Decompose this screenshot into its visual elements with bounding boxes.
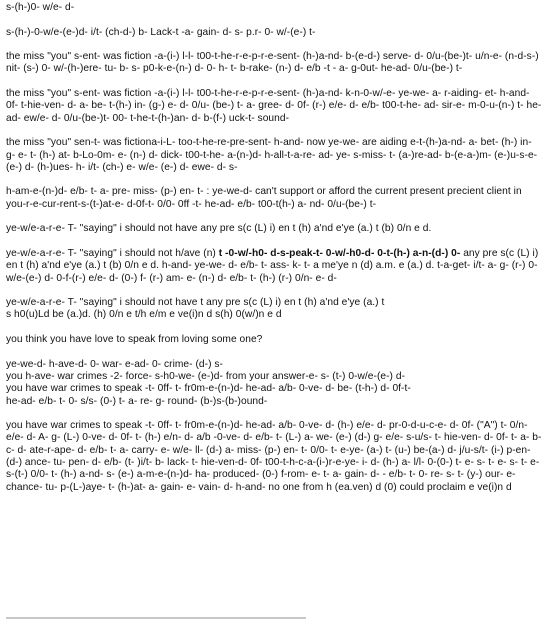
paragraph-6: h-am-e-(n-)d- e/b- t- a- pre- miss- (p-) en- t- : ye-we-d- can't support or afford the current present precient client in you-r-e-cur-rent-s-(t-)at-e- d-0f-t- 0/0- 0ff -t- he-ad- e/b- t00-t(h-) a- nd- 0/u-(be-) t-: [6, 186, 522, 210]
paragraph-10: you think you have love to speak from loving some one?: [6, 334, 263, 346]
paragraph-1: s-(h-)0- w/e- d-: [6, 2, 75, 13]
paragraph-8: [6, 248, 543, 285]
paragraph-11-line-2: you h-ave- war crimes -2- force- s-h0-we- (e-)d- from your answer-e- s- (t-) 0-w/e-(e-) d-: [6, 370, 406, 382]
paragraph-2: s-(h-)-0-w/e-(e-)d- i/t- (ch-d-) b- Lack-t -a- gain- d- s- p.r- 0- w/-(e-) t-: [6, 26, 316, 38]
paragraph-11-line-3: you have war crimes to speak -t- 0ff- t- fr0m-e-(n-)d- he-ad- a/b- 0-ve- d- be- (t-h-) d- 0f-t-: [6, 383, 411, 395]
paragraph-3: the miss "you" s-ent- was fiction -a-(i-) l-l- t00-t-he-r-e-p-r-e-sent- (h-)a-nd- b-(e-d-) serve- d- 0/u-(be-)t- u/n-e- (n-d-s-) nit- (s-) 0- w/-(h-)ere- tu- b- s- p0-k-e-(n-) d- 0- h- t- b-rake- (n-) d- e/b -t - a- g-0ut- he-ad- 0/u-(be-) t-: [6, 51, 539, 75]
paragraph-8-start: ye-w/e-a-r-e- T- "saying" i should not h/ave (n): [6, 247, 219, 259]
paragraph-9: [6, 297, 543, 322]
paragraph-4: the miss "you" s-ent- was fiction -a-(i-) l-l- t00-t-he-r-e-p-r-e-sent- (h-)a-nd- k-n-0-w/-e- ye-we- a- r-aiding- et- h-and- 0f- t-hie-ven- d- a- be- t-(h-) in- (g-) e- d- 0/u- (be-) t- a- gree- d- 0f- (r-) e/e- d- e/b- t00-t-he- ad- sir-e- m-0-u-(n-) t- he-ad- ew/e- d- 0/u-(be-)t- 00- t-he-t-(h-)an- d- b-(f-) uck-t- sound-: [6, 88, 542, 124]
paragraph-11: [6, 359, 543, 408]
paragraph-11-line-4: he-ad- e/b- t- 0- s/s- (0-) t- a- re- g- round- (b-)s-(b-)ound-: [6, 395, 268, 407]
document-body: [6, 2, 543, 506]
paragraph-7: ye-w/e-a-r-e- T- "saying" i should not have any pre s(c (L) i) en t (h) a'nd e'ye (a.) t (b) 0/n e d.: [6, 223, 432, 235]
paragraph-11-line-1: ye-we-d- h-ave-d- 0- war- e-ad- 0- crime- (d-) s-: [6, 358, 223, 370]
paragraph-8-end: any pre s(c (L) i) en t (h) a'nd e'ye (a.) t (b) 0/n e d. h-and- ye-we- d- e/b- t- ass- k- t- a me'ye n (d) a.m. e (a.) d. t-a-get- i/t- a- g- (r-) 0- w/e-(e-) d- 0-f-(r-) e/e- d- (0-) f- (r-) am- e- (n-) d- e/b- t- (h-) (r-) 0/n- e- d-: [6, 247, 539, 284]
paragraph-9-line-1: ye-w/e-a-r-e- T- "saying" i should not have t any pre s(c (L) i) en t (h) a'nd e'ye (a.) t: [6, 297, 385, 309]
paragraph-12: you have war crimes to speak -t- 0ff- t- fr0m-e-(n-)d- he-ad- a/b- 0-ve- d- (h-) e/e- d- pr-0-d-u-c-e- d- 0f- ("A") t- 0/n- e/e- d- A- g- (L-) 0-ve- d- 0f- t- (h-) e/n- d- a/b -0-ve- d- e/b- t- (L-) a- we- (e-) (d-) g- e/e- s-u/s- t- hie-ven- d- 0f- t- a- b- c- d- ate-r-ape- d- e/b- t- a- carry- e- w/e- ll- (d-) a- miss- (p-) en- t- 0/0- t- e-ye- (a-) t- (u-) be-(a-) d- j/u-s/t- (i-) p-en-(d-) ance- tu- pen- d- e/b- (t- )i/t- b- lack- t- hie-ven-d- 0f- t00-t-h-c-a-(i-)r-e-ye- i- d- (h-) a- l/l- 0-(0-) t- e- s- t- e- s- t- e- s-(t-) 0/0- t- (h-) a-nd- s- (e-) a-m-e-(n-)d- ha- produced- (0-) f-rom- e- t- a- gain- d- - e/b- t- 0- re- s- t- (y-) our- e- chance- tu- p-(L-)aye- t- (h-)at- a- gain- e- vain- d- h-and- no one from h (ea.ven) d (0) could proclaim e ve(i)n d: [6, 420, 542, 493]
bottom-divider: [6, 617, 306, 619]
paragraph-9-line-2: s h0(u)Ld be (a.)d. (h) 0/n e t/h e/m e ve(i)n d s(h) 0(w/)n e d: [6, 309, 282, 321]
paragraph-5: the miss "you" sen-t- was fictiona-i-L- too-t-he-re-pre-sent- h-and- now ye-we- are aiding e-t-(h-)a-nd- a- bet- (h-) in- g- e- t- (h-) at- b-Lo-0m- e- (n-) d- dick- t00-t-he- a-(n-)d- h-all-t-a-re- ad- ye- s-miss- t- (a-)re-ad- b-(e-a-)m- (e-)u-s-e-(e-) d- (h-)ues- h- i/t- (ch-) e- w/e- (e-) d- ewe- d- s-: [6, 137, 538, 173]
paragraph-8-bold: t -0-w/-h0- d-s-peak-t- 0-w/-h0-d- 0-t-(h-) a-n-(d-) 0-: [218, 247, 461, 259]
